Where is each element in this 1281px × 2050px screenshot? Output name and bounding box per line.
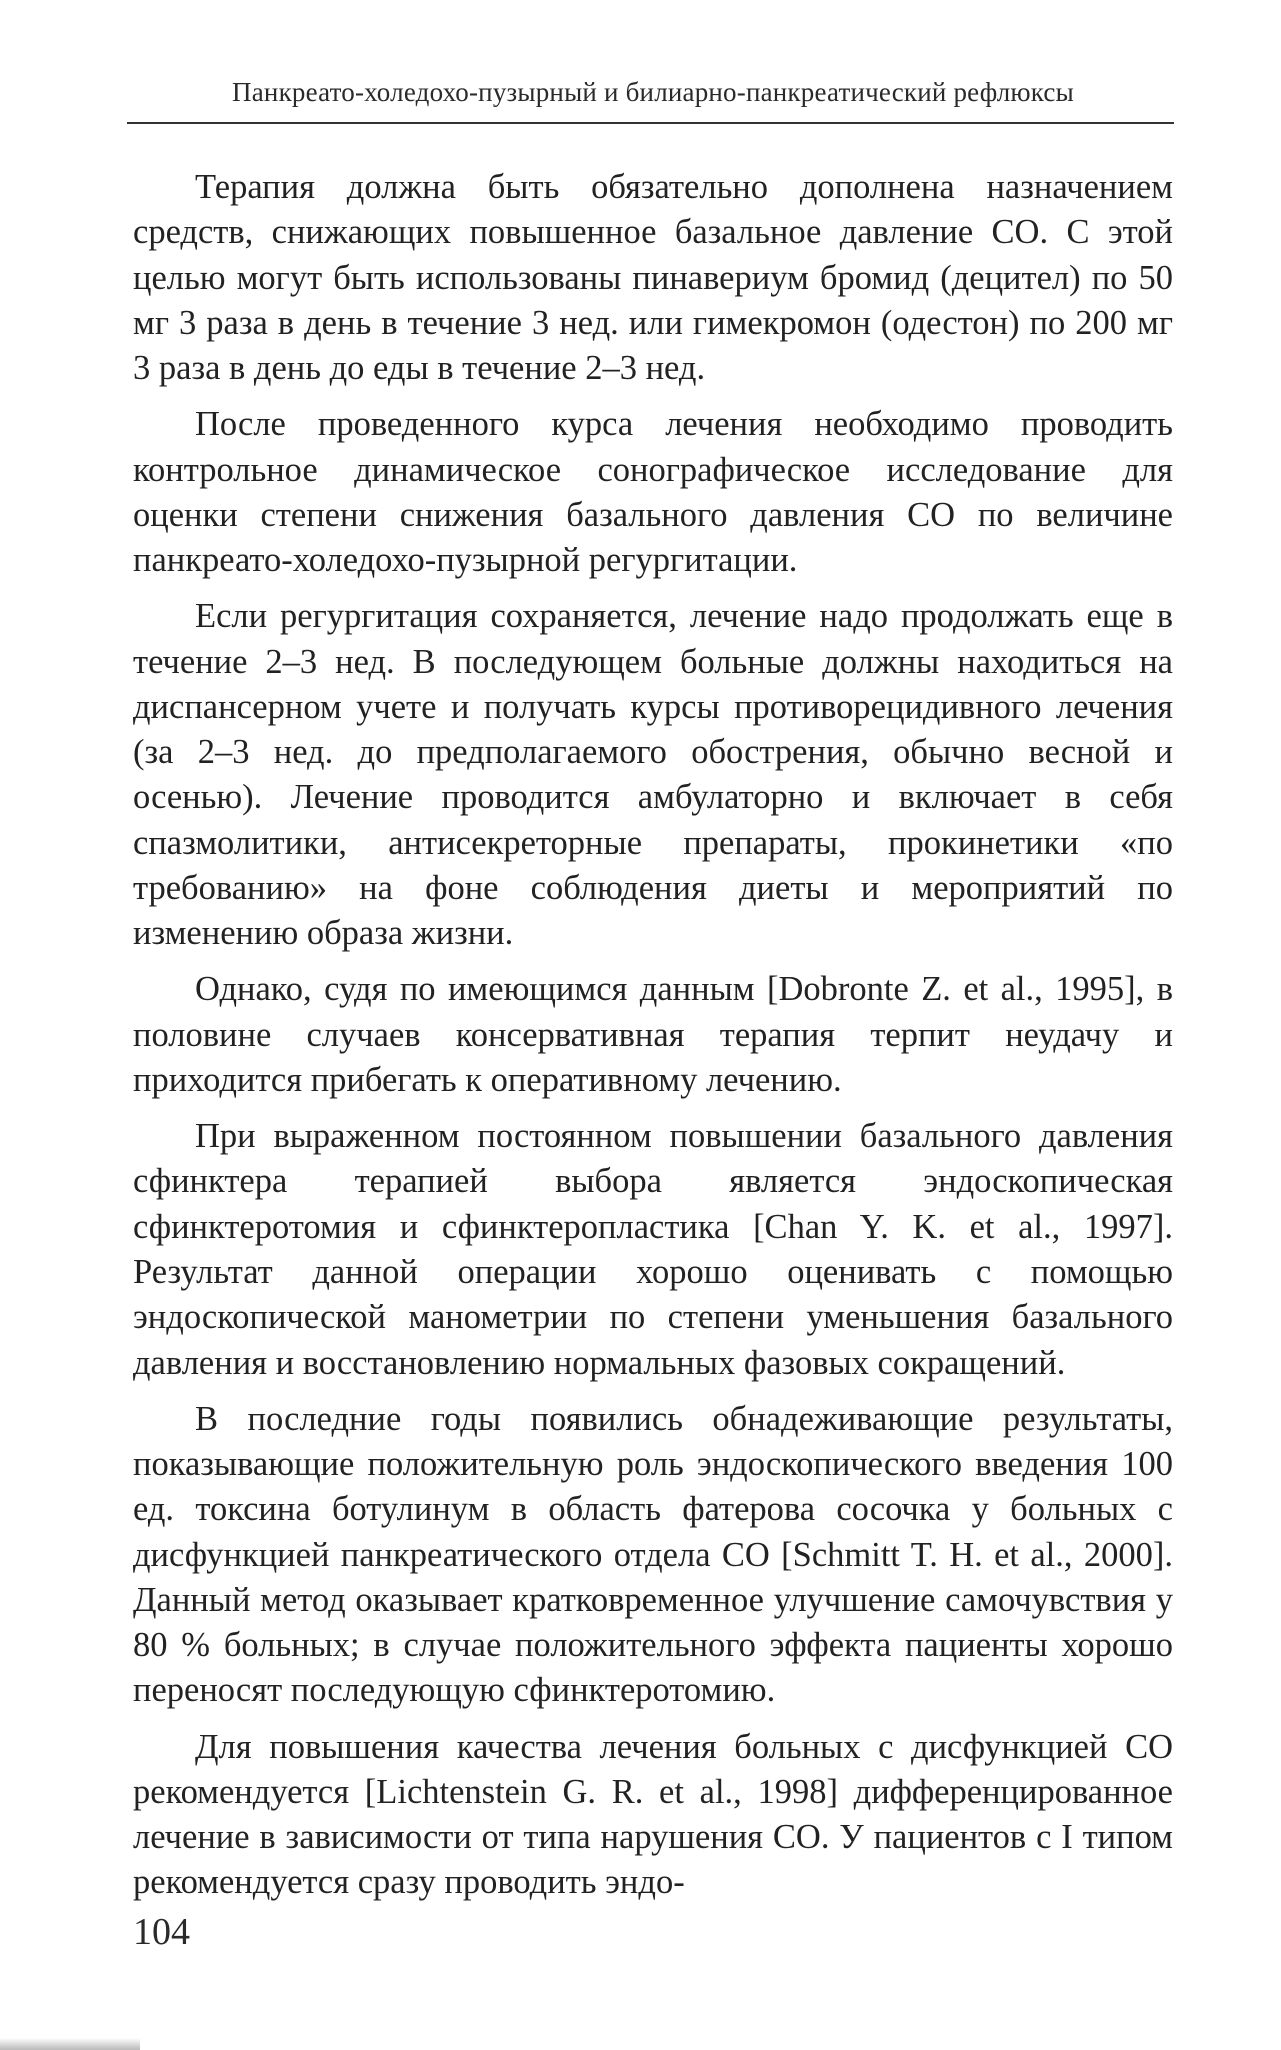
paragraph: Терапия должна быть обязательно дополнена назначением средств, снижающих повышенное базальное давление СО. С этой целью могут быть использованы пинавериум бромид (децител) по 50 мг 3 раза в день в течение 3 нед. или гимекромон (одестон) по 200 мг 3 раза в день до еды в течение 2–3 нед. — [133, 168, 1173, 388]
paragraph: Однако, судя по имеющимся данным [Dobronte Z. et al., 1995], в половине случаев консервативная терапия терпит неудачу и приходится прибегать к оперативному лечению. — [133, 970, 1173, 1100]
paragraph: После проведенного курса лечения необходимо проводить контрольное динамическое сонографическое исследование для оценки степени снижения базального давления СО по величине панкреато-холедохо-пузырной регургитации. — [133, 405, 1173, 580]
paragraph: Если регургитация сохраняется, лечение надо продолжать еще в течение 2–3 нед. В последующем больные должны находиться на диспансерном учете и получать курсы противорецидивного лечения (за 2–3 нед. до предполагаемого обострения, обычно весной и осенью). Лечение проводится амбулаторно и включает в себя спазмолитики, антисекреторные препараты, прокинетики «по требованию» на фоне соблюдения диеты и мероприятий по изменению образа жизни. — [133, 597, 1173, 953]
paragraph: Для повышения качества лечения больных с дисфункцией СО рекомендуется [Lichtenstein G. R. et al., 1998] дифференцированное лечение в зависимости от типа нарушения СО. У пациентов с I типом рекомендуется сразу проводить эндо- — [133, 1727, 1173, 1902]
body-text — [133, 165, 1173, 1906]
paragraph: В последние годы появились обнадеживающие результаты, показывающие положительную роль эндоскопического введения 100 ед. токсина ботулинум в область фатерова сосочка у больных с дисфункцией панкреатического отдела СО [Schmitt T. H. et al., 2000]. Данный метод оказывает кратковременное улучшение самочувствия у 80 % больных; в случае положительного эффекта пациенты хорошо переносят последующую сфинктеротомию. — [133, 1399, 1173, 1710]
scan-edge — [0, 2038, 140, 2050]
running-head: Панкреато-холедохо-пузырный и билиарно-панкреатический рефлюксы — [232, 77, 1074, 107]
header-rule — [127, 122, 1174, 124]
paragraph: При выраженном постоянном повышении базального давления сфинктера терапией выбора является эндоскопическая сфинктеротомия и сфинктеропластика [Chan Y. K. et al., 1997]. Результат данной операции хорошо оценивать с помощью эндоскопической манометрии по степени уменьшения базального давления и восстановлению нормальных фазовых сокращений. — [133, 1117, 1173, 1382]
page-number: 104 — [133, 1911, 190, 1953]
